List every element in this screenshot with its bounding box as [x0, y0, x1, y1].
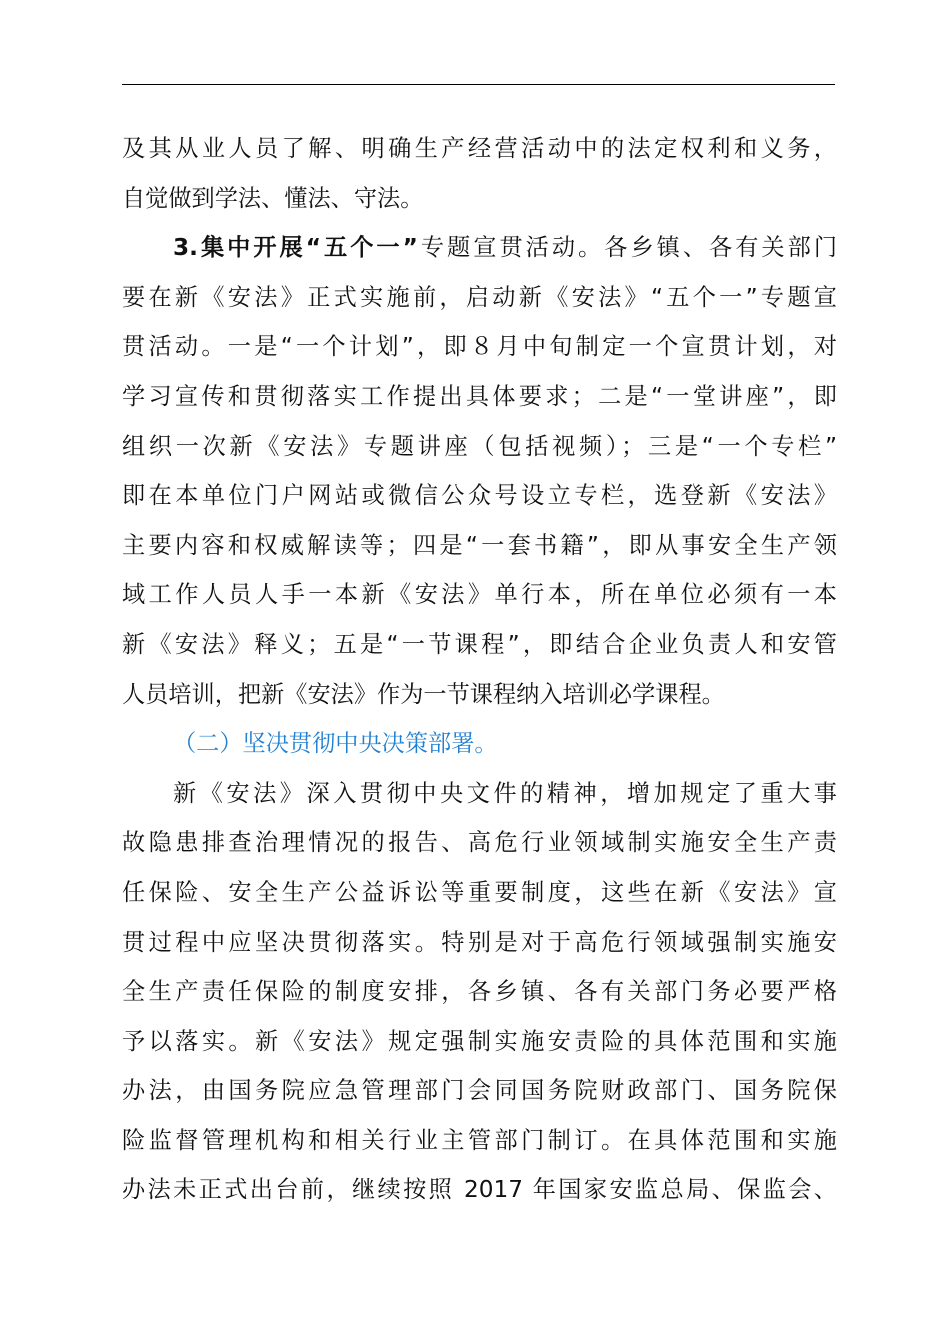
- paragraph-line: 任保险、安全生产公益诉讼等重要制度，这些在新《安法》宣: [122, 878, 837, 906]
- subsection-text: 专题宣贯活动。各乡镇、各有关部门: [417, 234, 837, 262]
- paragraph-line: 组织一次新《安法》专题讲座（包括视频）；三是“一个专栏”: [122, 432, 837, 460]
- paragraph-line: 险监督管理机构和相关行业主管部门制订。在具体范围和实施: [122, 1126, 837, 1154]
- paragraph-line: 自觉做到学法、懂法、守法。: [122, 184, 424, 212]
- paragraph-line: 办法未正式出台前，继续按照 2017 年国家安监总局、保监会、: [122, 1176, 837, 1204]
- paragraph-line: 即在本单位门户网站或微信公众号设立专栏，选登新《安法》: [122, 482, 837, 510]
- paragraph-line: 人员培训，把新《安法》作为一节课程纳入培训必学课程。: [122, 680, 725, 708]
- header-rule: [122, 84, 835, 85]
- paragraph-line: 主要内容和权威解读等；四是“一套书籍”，即从事安全生产领: [122, 531, 837, 559]
- paragraph-line: 贯过程中应坚决贯彻落实。特别是对于高危行领域强制实施安: [122, 928, 837, 956]
- paragraph-line: 学习宣传和贯彻落实工作提出具体要求；二是“一堂讲座”，即: [122, 382, 837, 410]
- paragraph-line: 全生产责任保险的制度安排，各乡镇、各有关部门务必要严格: [122, 978, 837, 1006]
- paragraph-line: 新《安法》释义；五是“一节课程”，即结合企业负责人和安管: [122, 630, 837, 658]
- subsection-title: 3.集中开展“五个一”: [173, 234, 418, 262]
- document-body: [122, 124, 837, 1215]
- paragraph-line: 域工作人员人手一本新《安法》单行本，所在单位必须有一本: [122, 581, 837, 609]
- subsection-line: [122, 223, 837, 273]
- paragraph-line: 新《安法》深入贯彻中央文件的精神，增加规定了重大事: [173, 779, 837, 807]
- paragraph-line: 要在新《安法》正式实施前，启动新《安法》“五个一”专题宣: [122, 283, 837, 311]
- paragraph-line: 及其从业人员了解、明确生产经营活动中的法定权利和义务，: [122, 135, 837, 162]
- paragraph-line: 贯活动。一是“一个计划”，即８月中旬制定一个宣贯计划，对: [122, 333, 837, 361]
- paragraph-line: 故隐患排查治理情况的报告、高危行业领域制实施安全生产责: [122, 829, 837, 857]
- section-heading: （二）坚决贯彻中央决策部署。: [173, 730, 498, 758]
- paragraph-line: 予以落实。新《安法》规定强制实施安责险的具体范围和实施: [122, 1027, 837, 1055]
- paragraph-line: 办法，由国务院应急管理部门会同国务院财政部门、国务院保: [122, 1077, 837, 1105]
